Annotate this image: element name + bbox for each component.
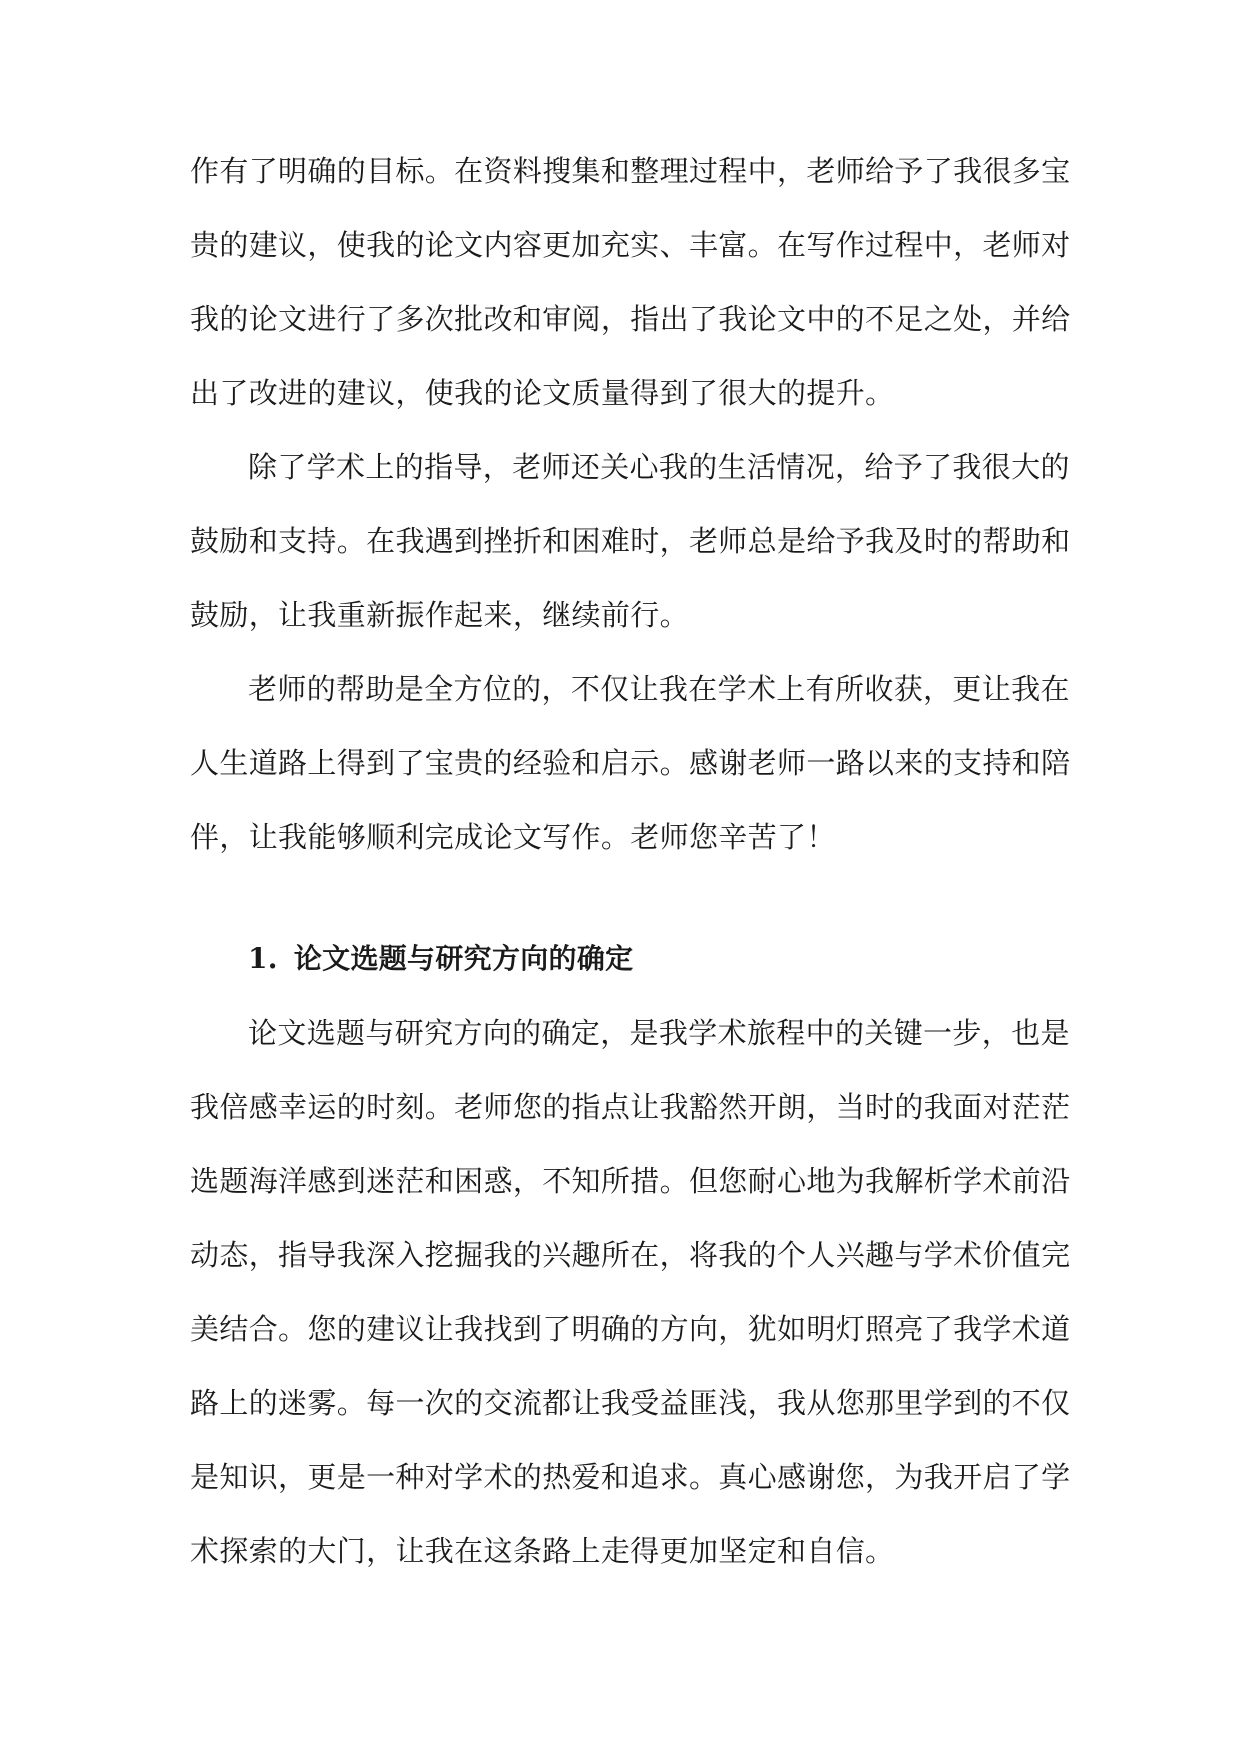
text-line: 论文选题与研究方向的确定，是我学术旅程中的关键一步，也是 bbox=[248, 1016, 1070, 1050]
text-line: 作有了明确的目标。在资料搜集和整理过程中，老师给予了我很多宝 bbox=[190, 154, 1071, 188]
section-spacer bbox=[190, 882, 1060, 930]
text-line: 出了改进的建议，使我的论文质量得到了很大的提升。 bbox=[190, 376, 895, 410]
text-line: 我的论文进行了多次批改和审阅，指出了我论文中的不足之处，并给 bbox=[190, 302, 1071, 336]
text-line: 是知识，更是一种对学术的热爱和追求。真心感谢您，为我开启了学 bbox=[190, 1460, 1071, 1494]
document-body bbox=[190, 142, 1071, 1596]
text-line: 路上的迷雾。每一次的交流都让我受益匪浅，我从您那里学到的不仅 bbox=[190, 1386, 1071, 1420]
text-line: 美结合。您的建议让我找到了明确的方向，犹如明灯照亮了我学术道 bbox=[190, 1312, 1071, 1346]
text-line: 除了学术上的指导，老师还关心我的生活情况，给予了我很大的 bbox=[248, 450, 1070, 484]
text-line: 贵的建议，使我的论文内容更加充实、丰富。在写作过程中，老师对 bbox=[190, 228, 1071, 262]
paragraph-academic-support bbox=[190, 438, 1071, 660]
section-number: 1. bbox=[248, 942, 278, 975]
text-line: 我倍感幸运的时刻。老师您的指点让我豁然开朗，当时的我面对茫茫 bbox=[190, 1090, 1071, 1124]
text-line: 选题海洋感到迷茫和困惑，不知所措。但您耐心地为我解析学术前沿 bbox=[190, 1164, 1071, 1198]
paragraph-continuation bbox=[190, 142, 1071, 438]
text-line: 术探索的大门，让我在这条路上走得更加坚定和自信。 bbox=[190, 1534, 895, 1568]
text-line: 伴，让我能够顺利完成论文写作。老师您辛苦了！ bbox=[190, 820, 836, 854]
text-line: 鼓励，让我重新振作起来，继续前行。 bbox=[190, 598, 689, 632]
paragraph-gratitude bbox=[190, 660, 1071, 882]
section-heading bbox=[190, 930, 1060, 1004]
paragraph-topic-selection bbox=[190, 1004, 1071, 1596]
text-line: 人生道路上得到了宝贵的经验和启示。感谢老师一路以来的支持和陪 bbox=[190, 746, 1071, 780]
section-title: 论文选题与研究方向的确定 bbox=[293, 942, 634, 975]
text-line: 鼓励和支持。在我遇到挫折和困难时，老师总是给予我及时的帮助和 bbox=[190, 524, 1071, 558]
text-line: 老师的帮助是全方位的，不仅让我在学术上有所收获，更让我在 bbox=[248, 672, 1070, 706]
text-line: 动态，指导我深入挖掘我的兴趣所在，将我的个人兴趣与学术价值完 bbox=[190, 1238, 1071, 1272]
